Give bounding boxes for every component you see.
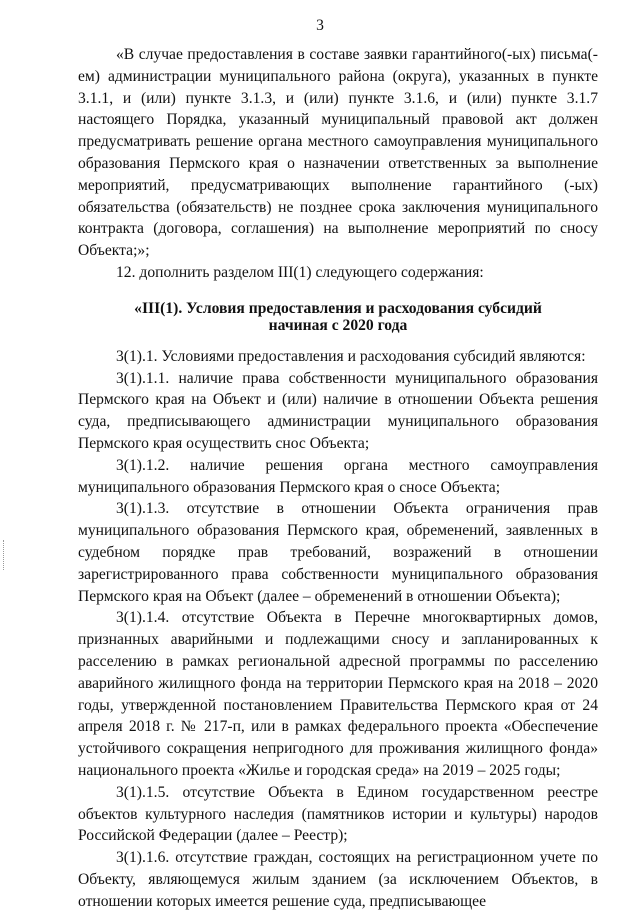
section-heading-line-1: «III(1). Условия предоставления и расходования субсидий bbox=[134, 299, 542, 317]
paragraph-clause-1-1-3: 3(1).1.3. отсутствие в отношении Объекта ограничения прав муниципального образования Пермского края, обременений, заявленных в судебном порядке прав требований, возражений в отношении зарегистрированного права собственности муниципального образования Пермского края на Объект (далее – обременений в отношении Объекта); bbox=[78, 500, 598, 605]
section-heading bbox=[78, 300, 598, 334]
paragraph-add-section: 12. дополнить разделом III(1) следующего содержания: bbox=[116, 263, 484, 281]
scan-margin-mark bbox=[3, 540, 6, 570]
paragraph-conditions-intro: 3(1).1. Условиями предоставления и расходования субсидий являются: bbox=[116, 347, 586, 365]
page-number: 3 bbox=[316, 17, 324, 34]
paragraph-clause-1-1-2: 3(1).1.2. наличие решения органа местного самоуправления муниципального образования Пермского края о сносе Объекта; bbox=[78, 456, 598, 496]
document-body bbox=[78, 44, 598, 912]
paragraph-guarantee-letters: «В случае предоставления в составе заявки гарантийного(-ых) письма(-ем) администрации муниципального района (округа), указанных в пункте 3.1.1, и (или) пункте 3.1.3, и (или) пункте 3.1.6, и (или) пункте 3.1.7 настоящего Порядка, указанный муниципальный правовой акт должен предусматривать решение органа местного самоуправления муниципального образования Пермского края о назначении ответственных за выполнение мероприятий, предусматривающих выполнение гарантийного (-ых) обязательства (обязательств) не позднее срока заключения муниципального контракта (договора, соглашения) на выполнение мероприятий по сносу Объекта;»; bbox=[78, 46, 598, 260]
paragraph-clause-1-1-4: 3(1).1.4. отсутствие Объекта в Перечне многоквартирных домов, признанных аварийными и подлежащими сносу и запланированных к расселению в рамках региональной адресной программы по расселению аварийного жилищного фонда на территории Пермского края на 2018 – 2020 годы, утвержденной постановлением Правительства Пермского края от 24 апреля 2018 г. № 217-п, или в рамках федерального проекта «Обеспечение устойчивого сокращения непригодного для проживания жилищного фонда» национального проекта «Жилье и городская среда» на 2019 – 2025 годы; bbox=[78, 609, 598, 779]
paragraph-clause-1-1-5: 3(1).1.5. отсутствие Объекта в Едином государственном реестре объектов культурного наследия (памятников истории и культуры) народов Российской Федерации (далее – Реестр); bbox=[78, 783, 598, 845]
paragraph-clause-1-1-1: 3(1).1.1. наличие права собственности муниципального образования Пермского края на Объект и (или) наличие в отношении Объекта решения суда, предписывающего администрации муниципального образования Пермского края осуществить снос Объекта; bbox=[78, 369, 598, 452]
section-heading-line-2: начиная с 2020 года bbox=[268, 316, 408, 334]
paragraph-clause-1-1-6: 3(1).1.6. отсутствие граждан, состоящих на регистрационном учете по Объекту, являющемуся жилым зданием (за исключением Объектов, в отношении которых имеется решение суда, предписывающее bbox=[78, 849, 598, 910]
